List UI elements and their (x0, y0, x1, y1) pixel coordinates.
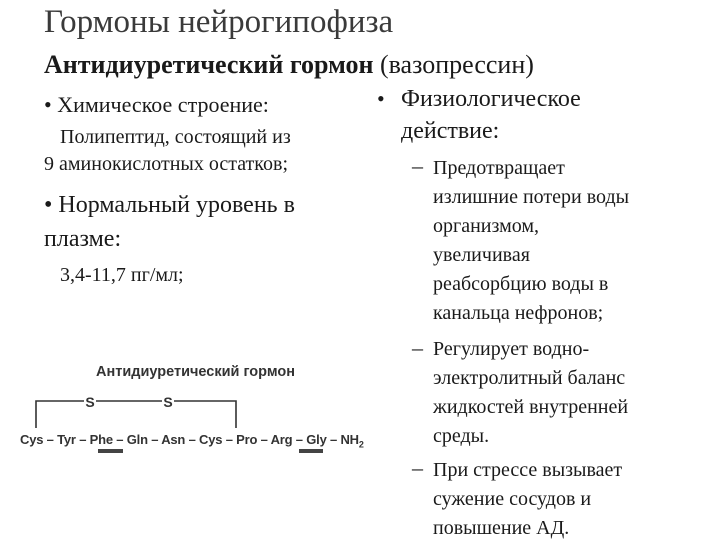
bridge-left-line (36, 401, 84, 428)
residue-7: Pro (236, 432, 258, 447)
chem-structure-text-2: 9 аминокислотных остатков; (44, 153, 288, 175)
separator: – (257, 432, 271, 447)
norm-level-value: 3,4-11,7 пг/мл; (60, 264, 184, 286)
effect-dash-1: – (412, 153, 423, 178)
effect-3-line-2: сужение сосудов и (433, 488, 592, 510)
bond-label-right: S (163, 394, 173, 410)
effect-1-line-4: увеличивая (433, 244, 530, 266)
norm-level-heading-2: плазме: (44, 226, 122, 252)
effect-1-line-1: Предотвращает (433, 157, 565, 179)
arg-underline (299, 449, 323, 453)
physio-bullet: • (377, 86, 385, 111)
effect-dash-3: – (412, 455, 423, 480)
effect-1-line-3: организмом, (433, 215, 540, 237)
chem-structure-heading: • Химическое строение: (44, 92, 269, 117)
residue-2: Tyr (57, 432, 76, 447)
effect-2-line-1: Регулирует водно- (433, 338, 590, 360)
effect-2-line-2: электролитный баланс (433, 367, 626, 389)
effect-dash-2: – (412, 335, 423, 360)
norm-level-heading-1: • Нормальный уровень в (44, 192, 295, 218)
separator: – (147, 432, 162, 447)
hormone-name: Антидиуретический гормон (44, 50, 374, 79)
separator: – (75, 432, 90, 447)
chem-structure-text-1: Полипептид, состоящий из (60, 126, 291, 148)
separator: – (222, 432, 237, 447)
phe-underline (98, 449, 123, 453)
effect-1-line-6: канальца нефронов; (433, 302, 604, 324)
bridge-right-line (174, 401, 236, 428)
residue-4: Gln (126, 432, 148, 447)
separator: – (112, 432, 127, 447)
bond-label-left: S (85, 394, 95, 410)
amide-terminal: NH (340, 432, 359, 447)
diagram-title: Антидиуретический гормон (96, 364, 295, 380)
residue-8: Arg (270, 432, 293, 447)
effect-3-line-1: При стрессе вызывает (433, 459, 623, 481)
separator: – (185, 432, 200, 447)
separator: – (326, 432, 341, 447)
residue-3: Phe (89, 432, 113, 447)
effect-1-line-5: реабсорбцию воды в (433, 273, 609, 295)
effect-2-line-4: среды. (433, 425, 490, 447)
amide-subscript: 2 (358, 439, 364, 450)
page-title: Гормоны нейрогипофиза (44, 4, 394, 40)
hormone-alias: (вазопрессин) (373, 50, 534, 79)
separator: – (292, 432, 307, 447)
effect-3-line-3: повышение АД. (433, 517, 570, 539)
residue-6: Cys (199, 432, 223, 447)
effect-1-line-2: излишние потери воды (433, 186, 630, 208)
separator: – (43, 432, 58, 447)
residue-1: Cys (20, 432, 44, 447)
effect-2-line-3: жидкостей внутренней (433, 396, 629, 418)
residue-9: Gly (306, 432, 327, 447)
amino-acid-sequence (20, 432, 364, 450)
physio-heading-2: действие: (401, 118, 500, 144)
physio-heading-1: Физиологическое (401, 86, 581, 112)
residue-5: Asn (161, 432, 186, 447)
